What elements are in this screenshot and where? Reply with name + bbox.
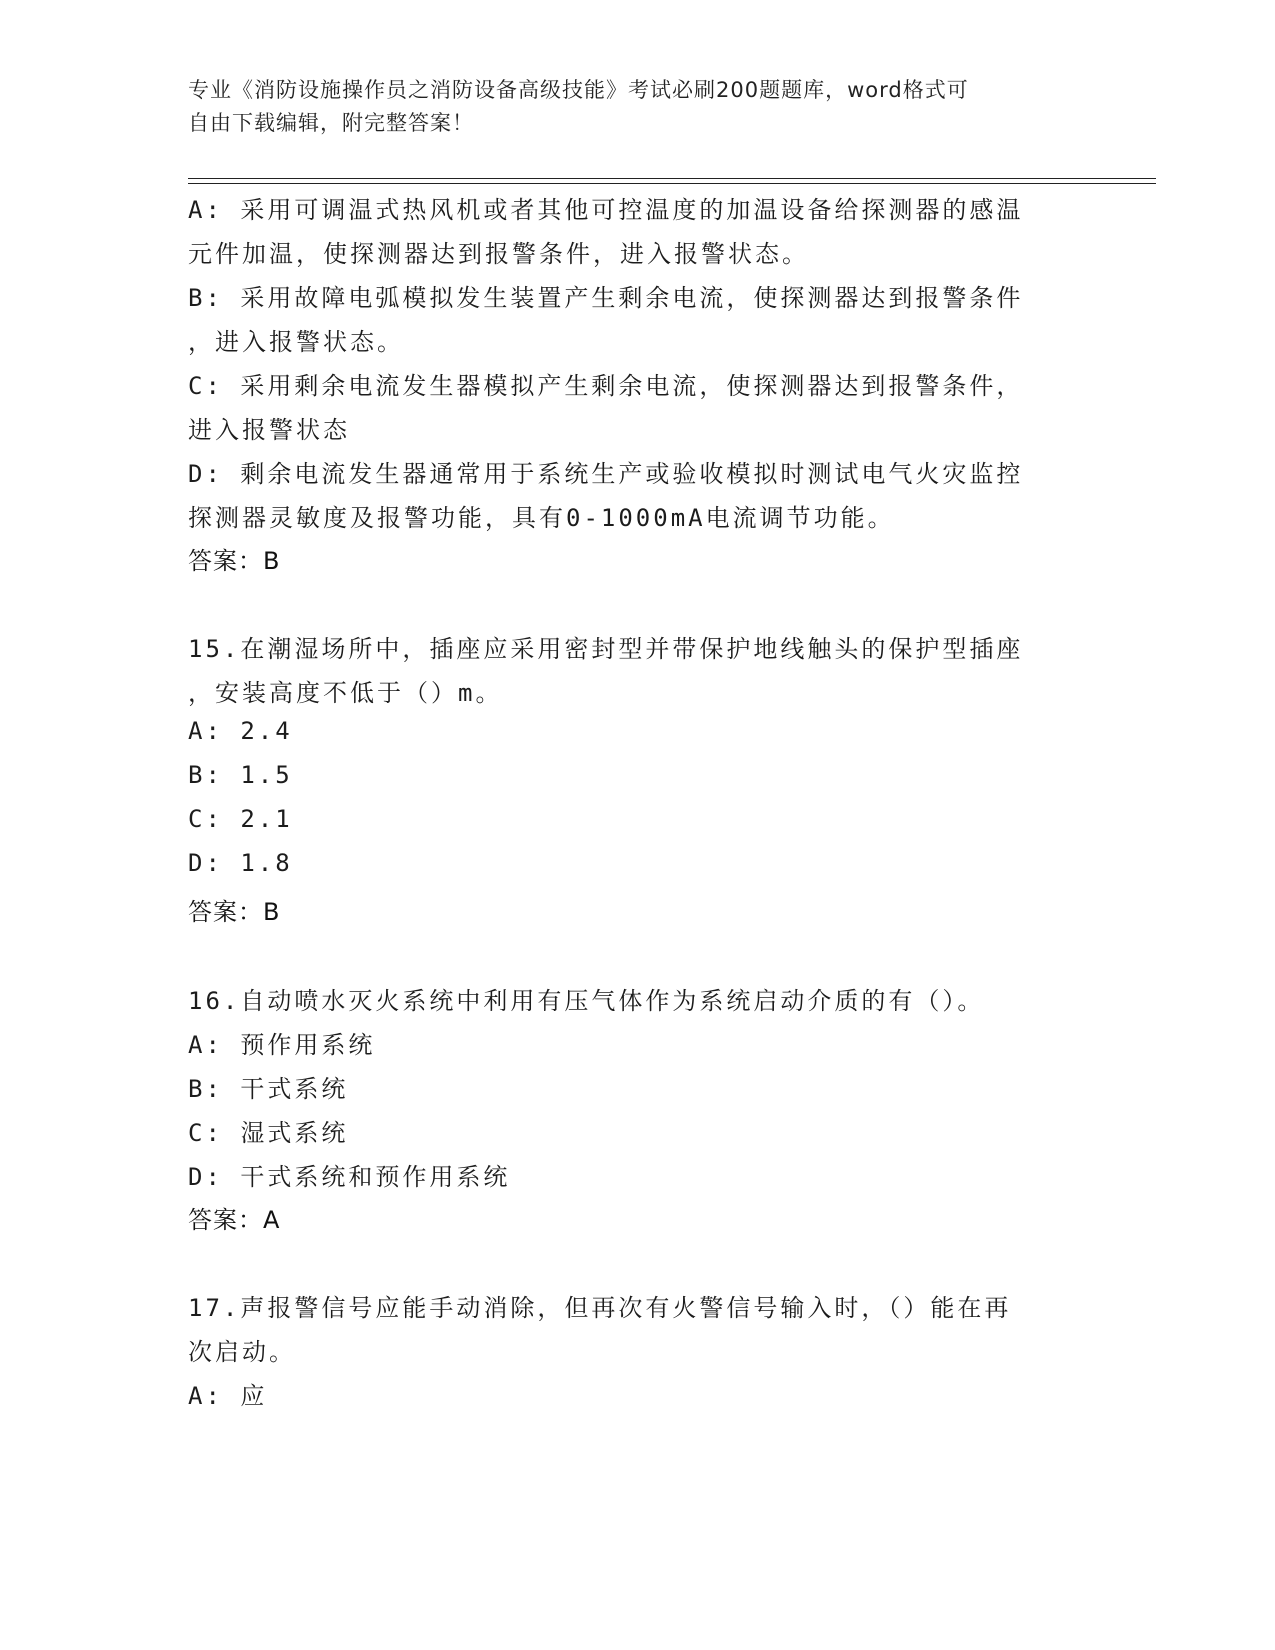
- q14-option-b-line-1: B: 采用故障电弧模拟发生装置产生剩余电流，使探测器达到报警条件: [188, 284, 1024, 312]
- header-line-1: 专业《消防设施操作员之消防设备高级技能》考试必刷200题题库，word格式可: [188, 78, 969, 102]
- q15-option-b: B: 1.5: [188, 761, 293, 789]
- q15-option-a: A: 2.4: [188, 717, 293, 745]
- header-line-2: 自由下载编辑，附完整答案！: [188, 111, 474, 135]
- document-header: [188, 74, 1068, 140]
- q14-option-c-line-2: 进入报警状态: [188, 416, 350, 444]
- q16-option-b: B: 干式系统: [188, 1075, 349, 1103]
- q16-option-a: A: 预作用系统: [188, 1031, 376, 1059]
- q14-answer: 答案：B: [188, 547, 281, 575]
- q15-option-c: C: 2.1: [188, 805, 293, 833]
- header-rule-top: [188, 178, 1156, 179]
- q16-option-d: D: 干式系统和预作用系统: [188, 1163, 511, 1191]
- q14-option-b-line-2: ，进入报警状态。: [188, 328, 404, 356]
- q15-answer: 答案：B: [188, 898, 281, 926]
- q14-option-d-line-1: D: 剩余电流发生器通常用于系统生产或验收模拟时测试电气火灾监控: [188, 460, 1024, 488]
- q15-stem-line-1: 15.在潮湿场所中，插座应采用密封型并带保护地线触头的保护型插座: [188, 635, 1024, 663]
- q16-stem-line-1: 16.自动喷水灭火系统中利用有压气体作为系统启动介质的有（）。: [188, 987, 985, 1015]
- q16-answer: 答案：A: [188, 1206, 281, 1234]
- q16-option-c: C: 湿式系统: [188, 1119, 349, 1147]
- q14-option-c-line-1: C: 采用剩余电流发生器模拟产生剩余电流，使探测器达到报警条件，: [188, 372, 1024, 400]
- q14-option-d-line-2: 探测器灵敏度及报警功能，具有0-1000mA电流调节功能。: [188, 504, 895, 532]
- q15-stem-line-2: ，安装高度不低于（）m。: [188, 679, 503, 707]
- q15-option-d: D: 1.8: [188, 849, 293, 877]
- header-rule-bottom: [188, 183, 1156, 184]
- q17-stem-line-1: 17.声报警信号应能手动消除，但再次有火警信号输入时，（）能在再: [188, 1294, 1012, 1322]
- q17-stem-line-2: 次启动。: [188, 1338, 296, 1366]
- q14-option-a-line-2: 元件加温，使探测器达到报警条件，进入报警状态。: [188, 240, 809, 268]
- q14-option-a-line-1: A: 采用可调温式热风机或者其他可控温度的加温设备给探测器的感温: [188, 196, 1024, 224]
- q17-option-a: A: 应: [188, 1382, 268, 1410]
